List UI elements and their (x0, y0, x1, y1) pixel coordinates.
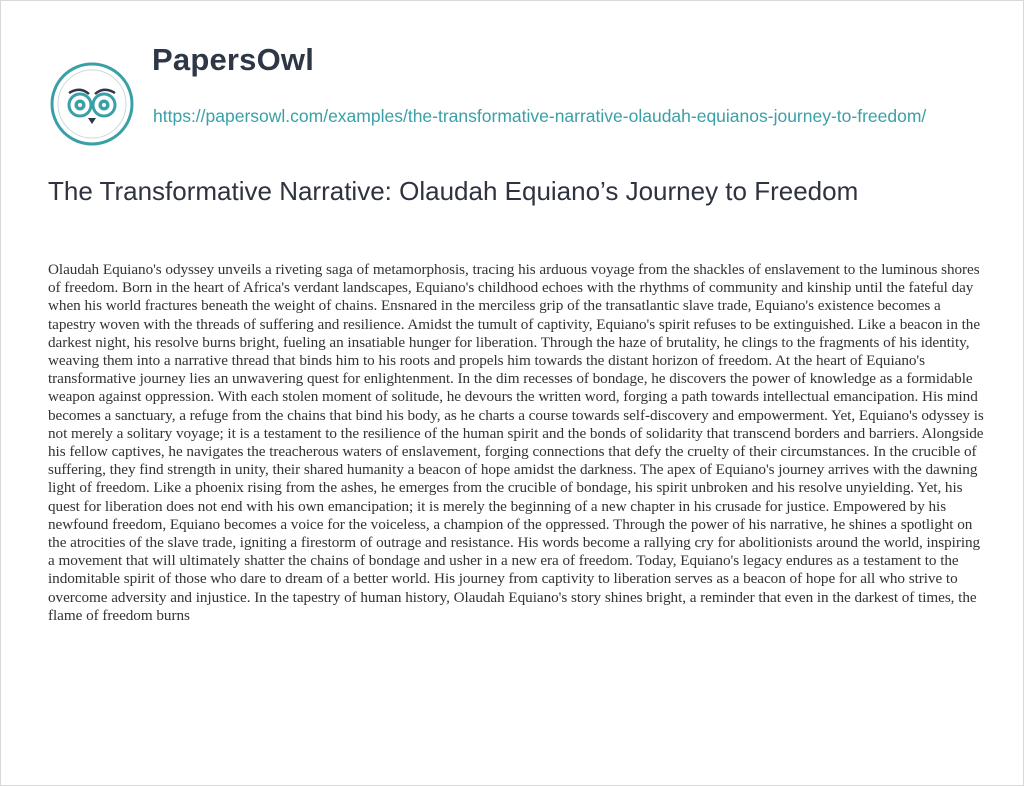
article-body: Olaudah Equiano's odyssey unveils a riveting saga of metamorphosis, tracing his arduous voyage from the shackles of enslavement to the luminous shores of freedom. Born in the heart of Africa's verdant landscapes, Equiano's childhood echoes with the rhythms of community and kinship until the fateful day when his world fractures beneath the weight of chains. Ensnared in the merciless grip of the transatlantic slave trade, Equiano's existence becomes a tapestry woven with the threads of suffering and resilience. Amidst the tumult of captivity, Equiano's spirit refuses to be extinguished. Like a beacon in the darkest night, his resolve burns bright, fueling an insatiable hunger for liberation. Through the haze of brutality, he clings to the fragments of his identity, weaving them into a narrative thread that binds him to his roots and propels him towards the distant horizon of freedom. At the heart of Equiano's transformative journey lies an unwavering quest for enlightenment. In the dim recesses of bondage, he discovers the power of knowledge as a formidable weapon against oppression. With each stolen moment of solitude, he devours the written word, forging a path towards intellectual emancipation. His mind becomes a sanctuary, a refuge from the chains that bind his body, as he charts a course towards self-discovery and empowerment. Yet, Equiano's odyssey is not merely a solitary voyage; it is a testament to the resilience of the human spirit and the bonds of solidarity that transcend borders and barriers. Alongside his fellow captives, he navigates the treacherous waters of enslavement, forging connections that defy the cruelty of their circumstances. In the crucible of suffering, they find strength in unity, their shared humanity a beacon of hope amidst the darkness. The apex of Equiano's journey arrives with the dawning light of freedom. Like a phoenix rising from the ashes, he emerges from the crucible of bondage, his spirit unbroken and his resolve unyielding. Yet, his quest for liberation does not end with his own emancipation; it is merely the beginning of a new chapter in his crusade for justice. Empowered by his newfound freedom, Equiano becomes a voice for the voiceless, a champion of the oppressed. Through the power of his narrative, he shines a spotlight on the atrocities of the slave trade, igniting a firestorm of outrage and resistance. His words become a rallying cry for abolitionists around the world, inspiring a movement that will ultimately shatter the chains of bondage and usher in a new era of freedom. Today, Equiano's legacy endures as a testament to the indomitable spirit of those who dare to dream of a better world. His journey from captivity to liberation serves as a beacon of hope for all who strive to overcome adversity and injustice. In the tapestry of human history, Olaudah Equiano's story shines bright, a reminder that even in the darkest of times, the flame of freedom burns (48, 261, 984, 624)
header (48, 38, 988, 158)
owl-logo-icon (48, 60, 136, 148)
article-title: The Transformative Narrative: Olaudah Equiano’s Journey to Freedom (48, 176, 859, 206)
brand-name[interactable]: PapersOwl (152, 42, 315, 77)
article-url[interactable]: https://papersowl.com/examples/the-transformative-narrative-olaudah-equianos-journey-to-freedom/ (153, 106, 927, 126)
